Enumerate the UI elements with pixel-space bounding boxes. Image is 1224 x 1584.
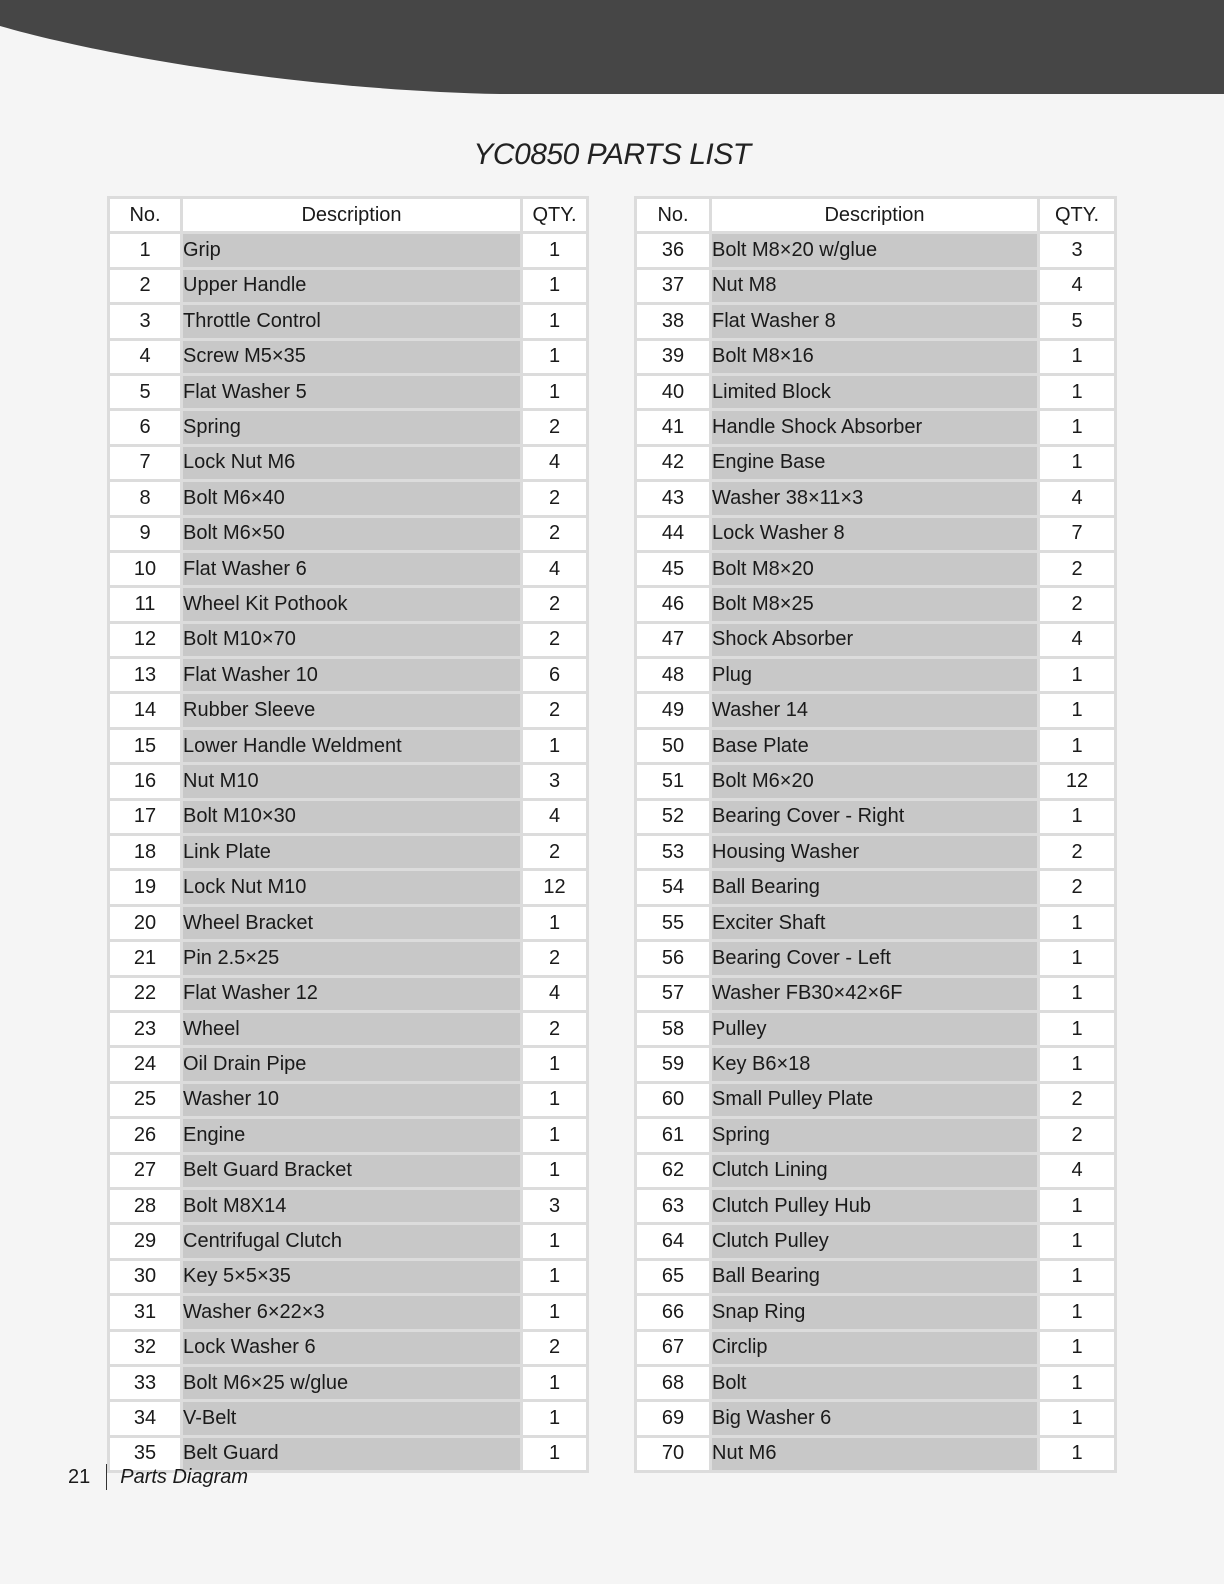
table-row [110,730,586,762]
part-qty-cell: 1 [1040,447,1114,479]
part-number-cell: 23 [110,1013,180,1045]
part-qty-cell: 1 [1040,1190,1114,1222]
part-description-cell: Grip [183,234,520,266]
part-qty-cell: 1 [1040,1261,1114,1293]
part-description-cell: Clutch Pulley [712,1225,1037,1257]
part-number-cell: 53 [637,836,709,868]
part-description-cell: Engine Base [712,447,1037,479]
table-row [110,801,586,833]
part-description-cell: Pin 2.5×25 [183,942,520,974]
part-number-cell: 43 [637,482,709,514]
table-row [637,942,1114,974]
part-qty-cell: 4 [1040,1155,1114,1187]
part-number-cell: 68 [637,1367,709,1399]
table-row [637,1048,1114,1080]
part-qty-cell: 5 [1040,305,1114,337]
part-description-cell: Pulley [712,1013,1037,1045]
header-qty: QTY. [1040,199,1114,231]
table-row [110,341,586,373]
part-description-cell: Lock Washer 6 [183,1332,520,1364]
table-row [637,1367,1114,1399]
part-number-cell: 48 [637,659,709,691]
part-number-cell: 57 [637,978,709,1010]
part-description-cell: Spring [712,1119,1037,1151]
part-description-cell: Nut M6 [712,1438,1037,1470]
part-number-cell: 44 [637,518,709,550]
part-qty-cell: 1 [523,730,586,762]
part-description-cell: Nut M8 [712,270,1037,302]
table-row [110,234,586,266]
table-row [637,836,1114,868]
part-number-cell: 63 [637,1190,709,1222]
part-description-cell: Bolt M6×20 [712,765,1037,797]
parts-table-right [634,196,1117,1473]
part-qty-cell: 1 [1040,942,1114,974]
part-description-cell: Belt Guard [183,1438,520,1470]
part-number-cell: 56 [637,942,709,974]
part-description-cell: Bolt M6×50 [183,518,520,550]
table-header-row [110,199,586,231]
part-qty-cell: 2 [523,694,586,726]
table-row [110,1084,586,1116]
part-qty-cell: 1 [1040,1367,1114,1399]
part-description-cell: Washer 6×22×3 [183,1296,520,1328]
part-description-cell: Limited Block [712,376,1037,408]
part-description-cell: Link Plate [183,836,520,868]
table-row [110,694,586,726]
part-description-cell: Bolt M6×40 [183,482,520,514]
part-qty-cell: 2 [523,836,586,868]
part-number-cell: 54 [637,871,709,903]
part-description-cell: Lock Nut M6 [183,447,520,479]
table-row [637,518,1114,550]
part-qty-cell: 1 [1040,341,1114,373]
table-row [637,801,1114,833]
table-row [637,1296,1114,1328]
part-number-cell: 65 [637,1261,709,1293]
part-description-cell: Key 5×5×35 [183,1261,520,1293]
part-description-cell: Base Plate [712,730,1037,762]
part-qty-cell: 1 [523,341,586,373]
part-description-cell: Bolt [712,1367,1037,1399]
part-description-cell: Bolt M8×16 [712,341,1037,373]
part-description-cell: Ball Bearing [712,1261,1037,1293]
part-number-cell: 51 [637,765,709,797]
part-qty-cell: 12 [523,871,586,903]
part-number-cell: 66 [637,1296,709,1328]
table-row [110,1296,586,1328]
part-qty-cell: 3 [1040,234,1114,266]
part-qty-cell: 1 [1040,376,1114,408]
part-qty-cell: 1 [1040,907,1114,939]
part-description-cell: Centrifugal Clutch [183,1225,520,1257]
part-description-cell: Washer FB30×42×6F [712,978,1037,1010]
part-description-cell: Big Washer 6 [712,1402,1037,1434]
header-no: No. [110,199,180,231]
table-row [110,942,586,974]
part-number-cell: 52 [637,801,709,833]
table-row [110,1402,586,1434]
part-qty-cell: 2 [523,518,586,550]
table-row [637,447,1114,479]
table-row [637,871,1114,903]
part-qty-cell: 1 [1040,1048,1114,1080]
part-description-cell: Wheel Bracket [183,907,520,939]
table-row [110,765,586,797]
part-number-cell: 9 [110,518,180,550]
table-row [637,1119,1114,1151]
part-qty-cell: 1 [523,1402,586,1434]
table-row [637,376,1114,408]
part-qty-cell: 2 [1040,871,1114,903]
table-row [637,482,1114,514]
part-description-cell: Belt Guard Bracket [183,1155,520,1187]
part-description-cell: Snap Ring [712,1296,1037,1328]
table-row [637,270,1114,302]
table-row [637,694,1114,726]
part-number-cell: 70 [637,1438,709,1470]
table-row [110,447,586,479]
part-description-cell: Flat Washer 6 [183,553,520,585]
table-row [637,305,1114,337]
part-description-cell: Bearing Cover - Right [712,801,1037,833]
part-description-cell: Rubber Sleeve [183,694,520,726]
part-description-cell: Ball Bearing [712,871,1037,903]
part-number-cell: 4 [110,341,180,373]
part-number-cell: 18 [110,836,180,868]
part-qty-cell: 1 [523,1438,586,1470]
part-number-cell: 61 [637,1119,709,1151]
part-number-cell: 32 [110,1332,180,1364]
page-title: YC0850 PARTS LIST [473,138,751,171]
part-description-cell: Clutch Lining [712,1155,1037,1187]
part-qty-cell: 4 [523,978,586,1010]
part-number-cell: 67 [637,1332,709,1364]
part-number-cell: 41 [637,411,709,443]
table-row [110,553,586,585]
part-qty-cell: 1 [523,1048,586,1080]
table-row [637,588,1114,620]
part-description-cell: Shock Absorber [712,624,1037,656]
part-description-cell: Small Pulley Plate [712,1084,1037,1116]
table-row [637,411,1114,443]
table-row [637,1402,1114,1434]
part-qty-cell: 1 [523,1225,586,1257]
part-qty-cell: 2 [523,1013,586,1045]
part-qty-cell: 1 [523,234,586,266]
part-number-cell: 46 [637,588,709,620]
part-qty-cell: 2 [1040,836,1114,868]
part-qty-cell: 2 [1040,553,1114,585]
part-number-cell: 15 [110,730,180,762]
part-number-cell: 59 [637,1048,709,1080]
table-row [637,624,1114,656]
part-qty-cell: 2 [1040,588,1114,620]
table-row [637,1225,1114,1257]
part-qty-cell: 1 [1040,730,1114,762]
table-row [110,518,586,550]
part-qty-cell: 1 [523,270,586,302]
table-row [110,411,586,443]
part-description-cell: Bolt M8×20 [712,553,1037,585]
part-number-cell: 39 [637,341,709,373]
table-row [637,1438,1114,1470]
part-qty-cell: 7 [1040,518,1114,550]
part-description-cell: Flat Washer 5 [183,376,520,408]
part-qty-cell: 2 [523,411,586,443]
table-row [110,1225,586,1257]
part-description-cell: Lock Nut M10 [183,871,520,903]
part-number-cell: 31 [110,1296,180,1328]
part-qty-cell: 1 [1040,978,1114,1010]
footer-divider [106,1464,107,1490]
part-qty-cell: 2 [523,1332,586,1364]
table-row [110,659,586,691]
page-number: 21 [68,1465,91,1488]
table-row [637,234,1114,266]
part-description-cell: Flat Washer 12 [183,978,520,1010]
part-number-cell: 33 [110,1367,180,1399]
part-number-cell: 12 [110,624,180,656]
part-qty-cell: 1 [523,907,586,939]
part-number-cell: 20 [110,907,180,939]
parts-table-left [107,196,589,1473]
part-number-cell: 69 [637,1402,709,1434]
part-qty-cell: 1 [1040,659,1114,691]
table-row [110,482,586,514]
part-description-cell: Washer 14 [712,694,1037,726]
part-number-cell: 1 [110,234,180,266]
header-description: Description [183,199,520,231]
part-qty-cell: 1 [1040,1013,1114,1045]
part-qty-cell: 1 [523,1261,586,1293]
table-row [637,978,1114,1010]
banner-curve [0,0,1224,94]
part-qty-cell: 3 [523,1190,586,1222]
table-row [637,553,1114,585]
table-row [110,1261,586,1293]
part-number-cell: 35 [110,1438,180,1470]
section-name: Parts Diagram [120,1465,249,1488]
table-row [637,765,1114,797]
part-description-cell: Bearing Cover - Left [712,942,1037,974]
part-description-cell: Bolt M8X14 [183,1190,520,1222]
page-footer [68,1464,248,1490]
table-row [110,305,586,337]
table-row [637,341,1114,373]
part-number-cell: 49 [637,694,709,726]
part-description-cell: Throttle Control [183,305,520,337]
part-qty-cell: 3 [523,765,586,797]
part-number-cell: 37 [637,270,709,302]
part-number-cell: 30 [110,1261,180,1293]
part-number-cell: 21 [110,942,180,974]
table-row [110,1048,586,1080]
part-number-cell: 2 [110,270,180,302]
part-number-cell: 34 [110,1402,180,1434]
part-qty-cell: 1 [523,1155,586,1187]
table-header-row [637,199,1114,231]
part-number-cell: 27 [110,1155,180,1187]
part-description-cell: Wheel [183,1013,520,1045]
part-qty-cell: 4 [523,801,586,833]
part-description-cell: Bolt M6×25 w/glue [183,1367,520,1399]
header-qty: QTY. [523,199,586,231]
part-description-cell: Engine [183,1119,520,1151]
part-qty-cell: 1 [1040,1402,1114,1434]
part-number-cell: 17 [110,801,180,833]
table-row [110,907,586,939]
part-description-cell: Wheel Kit Pothook [183,588,520,620]
part-description-cell: Exciter Shaft [712,907,1037,939]
part-number-cell: 3 [110,305,180,337]
part-number-cell: 7 [110,447,180,479]
table-row [110,1367,586,1399]
part-qty-cell: 1 [523,305,586,337]
table-row [110,1155,586,1187]
part-number-cell: 47 [637,624,709,656]
part-number-cell: 10 [110,553,180,585]
table-row [110,978,586,1010]
table-row [110,871,586,903]
table-row [637,1190,1114,1222]
part-qty-cell: 4 [523,447,586,479]
part-qty-cell: 1 [1040,1296,1114,1328]
part-qty-cell: 2 [523,482,586,514]
part-number-cell: 11 [110,588,180,620]
table-row [110,1013,586,1045]
part-description-cell: Key B6×18 [712,1048,1037,1080]
table-row [110,1190,586,1222]
table-row [110,1119,586,1151]
part-number-cell: 36 [637,234,709,266]
part-number-cell: 40 [637,376,709,408]
table-row [637,1084,1114,1116]
part-qty-cell: 2 [523,588,586,620]
part-qty-cell: 4 [1040,482,1114,514]
part-qty-cell: 2 [1040,1084,1114,1116]
part-number-cell: 50 [637,730,709,762]
table-row [637,1155,1114,1187]
table-row [637,659,1114,691]
part-qty-cell: 12 [1040,765,1114,797]
table-row [110,588,586,620]
part-qty-cell: 1 [1040,1225,1114,1257]
part-description-cell: Housing Washer [712,836,1037,868]
part-qty-cell: 1 [1040,411,1114,443]
part-number-cell: 62 [637,1155,709,1187]
part-description-cell: Flat Washer 10 [183,659,520,691]
part-qty-cell: 1 [523,1119,586,1151]
part-number-cell: 55 [637,907,709,939]
part-qty-cell: 4 [1040,270,1114,302]
part-description-cell: Bolt M8×20 w/glue [712,234,1037,266]
part-description-cell: Screw M5×35 [183,341,520,373]
part-description-cell: Washer 10 [183,1084,520,1116]
part-description-cell: Bolt M10×30 [183,801,520,833]
part-qty-cell: 2 [1040,1119,1114,1151]
table-row [637,1332,1114,1364]
part-description-cell: Flat Washer 8 [712,305,1037,337]
part-description-cell: Oil Drain Pipe [183,1048,520,1080]
part-qty-cell: 1 [523,376,586,408]
table-row [110,1332,586,1364]
part-description-cell: Clutch Pulley Hub [712,1190,1037,1222]
part-qty-cell: 1 [523,1296,586,1328]
header-description: Description [712,199,1037,231]
part-number-cell: 45 [637,553,709,585]
part-qty-cell: 1 [523,1084,586,1116]
part-qty-cell: 1 [1040,1332,1114,1364]
part-number-cell: 29 [110,1225,180,1257]
part-description-cell: Washer 38×11×3 [712,482,1037,514]
part-number-cell: 24 [110,1048,180,1080]
part-number-cell: 16 [110,765,180,797]
part-description-cell: V-Belt [183,1402,520,1434]
part-number-cell: 13 [110,659,180,691]
part-number-cell: 25 [110,1084,180,1116]
part-description-cell: Lower Handle Weldment [183,730,520,762]
part-qty-cell: 2 [523,624,586,656]
part-description-cell: Handle Shock Absorber [712,411,1037,443]
part-number-cell: 5 [110,376,180,408]
part-description-cell: Circlip [712,1332,1037,1364]
part-description-cell: Spring [183,411,520,443]
part-description-cell: Bolt M10×70 [183,624,520,656]
part-qty-cell: 4 [1040,624,1114,656]
top-banner [0,0,1224,100]
table-row [110,624,586,656]
table-row [637,730,1114,762]
part-number-cell: 22 [110,978,180,1010]
part-description-cell: Bolt M8×25 [712,588,1037,620]
part-description-cell: Nut M10 [183,765,520,797]
part-number-cell: 19 [110,871,180,903]
part-number-cell: 38 [637,305,709,337]
table-row [110,376,586,408]
part-qty-cell: 4 [523,553,586,585]
part-qty-cell: 1 [1040,694,1114,726]
part-qty-cell: 6 [523,659,586,691]
table-row [110,270,586,302]
table-row [637,1261,1114,1293]
part-qty-cell: 2 [523,942,586,974]
table-row [110,836,586,868]
part-qty-cell: 1 [1040,801,1114,833]
header-no: No. [637,199,709,231]
part-description-cell: Upper Handle [183,270,520,302]
part-number-cell: 64 [637,1225,709,1257]
part-description-cell: Lock Washer 8 [712,518,1037,550]
table-row [637,1013,1114,1045]
part-number-cell: 8 [110,482,180,514]
table-row [637,907,1114,939]
part-number-cell: 28 [110,1190,180,1222]
part-qty-cell: 1 [1040,1438,1114,1470]
part-number-cell: 26 [110,1119,180,1151]
part-number-cell: 14 [110,694,180,726]
part-qty-cell: 1 [523,1367,586,1399]
part-number-cell: 60 [637,1084,709,1116]
part-number-cell: 42 [637,447,709,479]
part-number-cell: 58 [637,1013,709,1045]
part-number-cell: 6 [110,411,180,443]
part-description-cell: Plug [712,659,1037,691]
